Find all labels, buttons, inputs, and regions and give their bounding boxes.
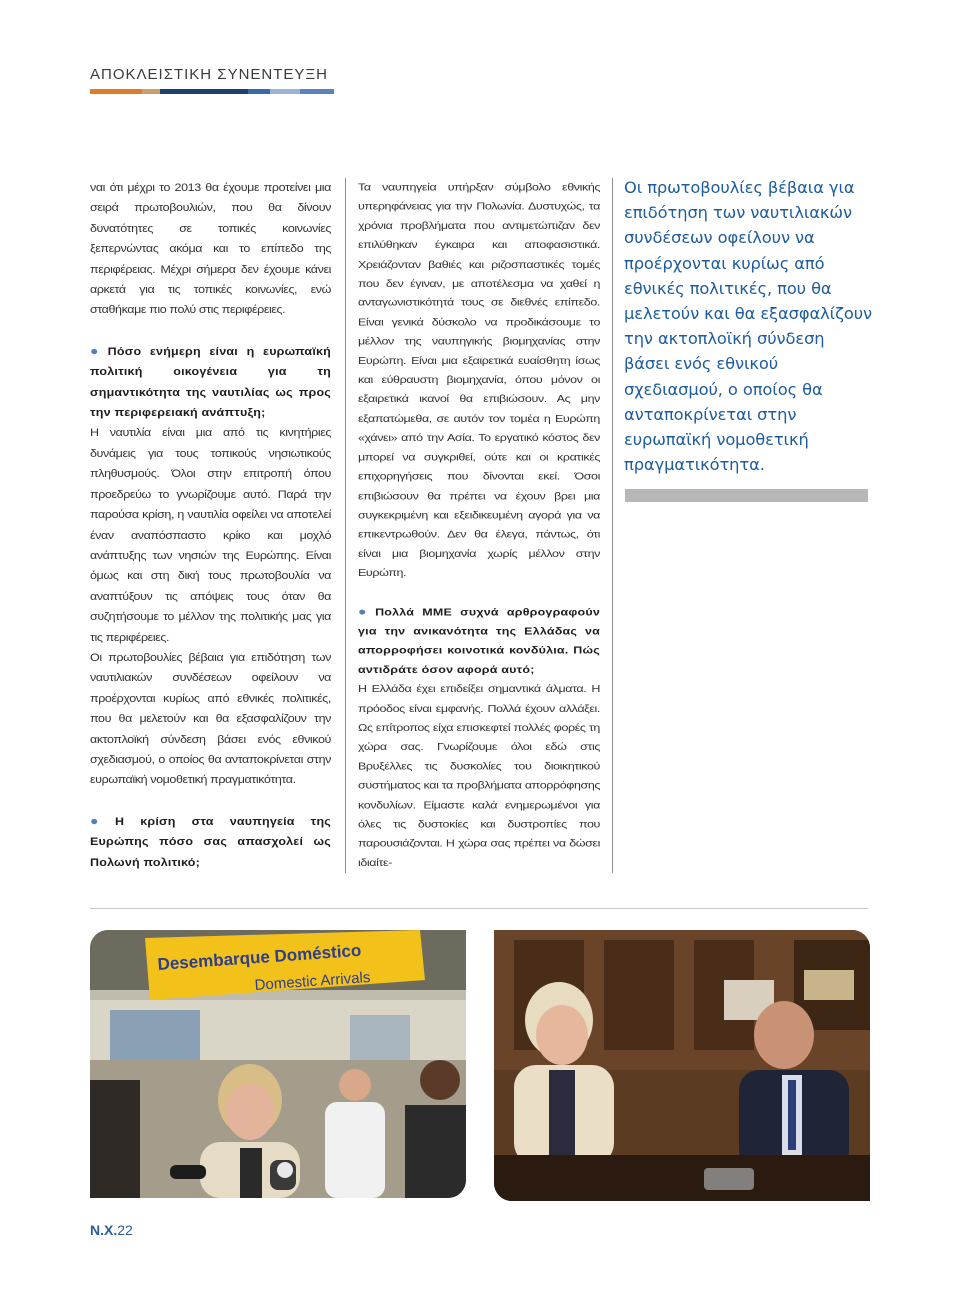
page-prefix: N.X. bbox=[90, 1222, 118, 1238]
photo-airport-interview bbox=[90, 930, 466, 1198]
sign-text-1: Desembarque Doméstico bbox=[156, 940, 362, 974]
question-3 bbox=[358, 602, 600, 680]
question-1 bbox=[90, 341, 331, 424]
page-number-value: 22 bbox=[117, 1222, 133, 1238]
header-color-bar bbox=[90, 89, 334, 94]
bullet-icon: ● bbox=[90, 813, 111, 828]
column2-paragraph-2: Η Ελλάδα έχει επιδείξει σημαντικά άλματα. Η πρόοδος είναι εμφανής. Πολλά έχουν αλλάξει. Ως επίτροπος είχα επισκεφτεί πολλές φορές τη χώρα σας. Γνωρίζουμε όλοι εδώ στις Βρυξέλλες τις δυσκολίες του διοικητικού συστήματος και τα προβλήματα απορρόφησης κονδυλίων. Είμαστε καλά ενημερωμένοι για όλες τις δυστοκίες και δυστροπίες που παρουσιάζονται. Η χώρα σας πρέπει να δώσει ιδιαίτε- bbox=[358, 683, 600, 869]
page-number bbox=[90, 1222, 133, 1238]
column2-paragraph-1: Τα ναυπηγεία υπήρξαν σύμβολο εθνικής υπερηφάνειας για την Πολωνία. Δυστυχώς, τα χρόνια προβλήματα που αντιμετώπιζαν δεν επιλύθηκαν έγκαιρα και αποφασιστικά. Χρειάζονταν βαθιές και ριζοσπαστικές τομές που δεν έγιναν, με αποτέλεσμα να χαθεί η ανταγωνιστικότητά τους σε διεθνές επίπεδο. Είναι γενικά δύσκολο να προδικάσουμε το μέλλον της ναυπηγικής βιομηχανίας στην Ευρώπη. Είναι μια εξαιρετικά ευαίσθητη ίσως και εύθραυστη βιομηχανία, όπου μόνον οι εξαιρετικά ικανοί θα επιβιώσουν. Ας μην εξαπατώμεθα, σε αυτόν τον τομέα η Ευρώπη «χάνει» από την Ασία. Το εργατικό κόστος δεν μπορεί να συγκριθεί, ούτε και οι κρατικές επιχορηγήσεις που δίνονται εκεί. Όσοι επιβιώσουν θα πρέπει να έχουν βρει μια συγκεκριμένη και εξειδικευμένη αγορά για να επικεντρωθούν. Δεν θα έλεγα, πάντως, ότι είναι μια βιομηχανία χωρίς μέλλον στην Ευρώπη. bbox=[358, 181, 600, 579]
article-column-1 bbox=[90, 178, 331, 873]
column-divider-2 bbox=[612, 178, 613, 873]
column1-paragraph-2: Η ναυτιλία είναι μια από τις κινητήριες δυνάμεις για τους τοπικούς νησιωτικούς πληθυσμούς. Όλοι στην επιτροπή όπου προεδρεύω το γνωρίζουμε αυτό. Παρά την παρούσα κρίση, η ναυτιλία οφείλει να αποτελεί έναν αναπόσπαστο κρίκο και μοχλό ανάπτυξης των νησιών της Ευρώπης. Είναι όμως και στη δική τους πρωτοβουλία να αναπτύξουν τις απόψεις τους όταν θα συζητήσουμε το μέλλον της πολιτικής μας για τις περιφέρειες. bbox=[90, 426, 331, 644]
question-2-text: Η κρίση στα ναυπηγεία της Ευρώπης πόσο σας απασχολεί ως Πολωνή πολιτικό; bbox=[90, 815, 331, 869]
column1-paragraph-1: ναι ότι μέχρι το 2013 θα έχουμε προτείνει μια σειρά πρωτοβουλιών, που θα δίνουν δυνατότητες σε τοπικές κοινωνίες ξεπερνώντας ακόμα και το επίπεδο της περιφέρειας. Μέχρι σήμερα δεν έχουμε κάνει αρκετά για τις τοπικές κοινωνίες, ενώ σταθήκαμε πιο πολύ στις περιφέρειες. bbox=[90, 181, 331, 317]
sign-text-2: Domestic Arrivals bbox=[254, 968, 371, 994]
photo-office-meeting bbox=[494, 930, 870, 1201]
question-3-text: Πολλά ΜΜΕ συχνά αρθρογραφούν για την ανικανότητα της Ελλάδας να απορροφήσει κοινοτικά κονδύλια. Πώς αντιδράτε όσον αφορά αυτό; bbox=[358, 606, 600, 676]
question-1-text: Πόσο ενήμερη είναι η ευρωπαϊκή πολιτική οικογένεια για τη σημαντικότητα της ναυτιλίας ως προς την περιφερειακή ανάπτυξη; bbox=[90, 345, 331, 419]
column1-paragraph-3: Οι πρωτοβουλίες βέβαια για επιδότηση των ναυτιλιακών συνδέσεων οφείλουν να προέρχονται κυρίως από εθνικές πολιτικές, που θα μελετούν και θα εξασφαλίζουν την ακτοπλοϊκή σύνδεση βάσει ενός εθνικού σχεδιασμού, ο οποίος θα ανταποκρίνεται στην ευρωπαϊκή νομοθετική πραγματικότητα. bbox=[90, 651, 331, 787]
bullet-icon: ● bbox=[358, 604, 372, 618]
bullet-icon: ● bbox=[90, 343, 104, 358]
photo-separator bbox=[90, 908, 868, 909]
column-divider-1 bbox=[345, 178, 346, 873]
pull-quote: Οι πρωτοβουλίες βέβαια για επιδότηση των ναυτιλιακών συνδέσεων οφείλουν να προέρχονται κυρίως από εθνικές πολιτικές, που θα μελετούν και θα εξασφαλίζουν την ακτοπλοϊκή σύνδεση βάσει ενός εθνικού σχεδιασμού, ο οποίος θα ανταποκρίνεται στην ευρωπαϊκή νομοθετική πραγματικότητα. bbox=[624, 178, 873, 475]
article-column-2 bbox=[358, 178, 600, 873]
question-2 bbox=[90, 811, 331, 873]
pull-quote-bar bbox=[625, 489, 868, 502]
section-title: ΑΠΟΚΛΕΙΣΤΙΚΗ ΣΥΝΕΝΤΕΥΞΗ bbox=[90, 66, 329, 83]
